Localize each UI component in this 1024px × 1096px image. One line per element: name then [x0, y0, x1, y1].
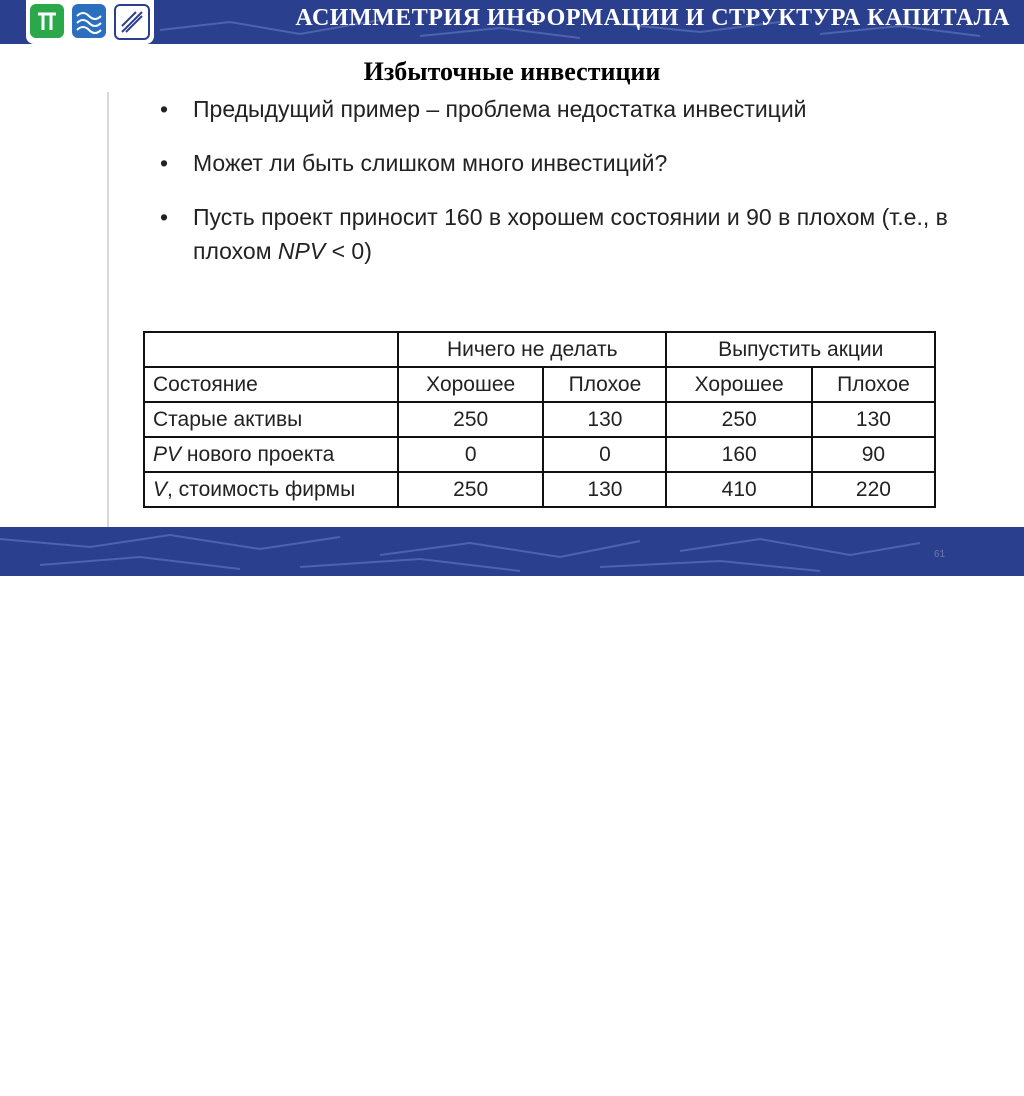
footer-bar: [0, 527, 1024, 1095]
logo-pi-icon: [30, 4, 64, 38]
logo-waves-icon: [72, 4, 106, 38]
table-group-header-row: [144, 332, 935, 367]
table-cell: 130: [543, 472, 666, 507]
row-label-text: нового проекта: [181, 442, 335, 466]
bullet-item: • Предыдущий пример – проблема недостатка инвестиций: [160, 92, 960, 126]
table-cell: 0: [398, 437, 543, 472]
table-cell: 160: [666, 437, 811, 472]
page-number: 33: [978, 1064, 1010, 1095]
table-cell: 130: [543, 402, 666, 437]
table-cell: 250: [398, 402, 543, 437]
state-header-cell: Хорошее: [666, 367, 811, 402]
table-row: [144, 402, 935, 437]
table-cell: 90: [812, 437, 935, 472]
row-label: [144, 437, 398, 472]
comparison-table: [143, 331, 936, 508]
bullet-list: [160, 92, 960, 288]
row-label-italic: V: [153, 477, 168, 501]
table-cell: 0: [543, 437, 666, 472]
table-cell: 130: [812, 402, 935, 437]
empty-corner-cell: [144, 332, 398, 367]
state-header-cell: Хорошее: [398, 367, 543, 402]
slide-edge-divider: [107, 92, 109, 527]
slide-number-small: 61: [934, 549, 946, 560]
row-label-italic: PV: [153, 442, 182, 466]
logo-emblem-icon: [114, 4, 150, 40]
table-row: [144, 437, 935, 472]
header-title: АСИММЕТРИЯ ИНФОРМАЦИИ И СТРУКТУРА КАПИТАЛА: [295, 5, 1010, 31]
state-header-cell: Плохое: [812, 367, 935, 402]
group-header-cell: Выпустить акции: [666, 332, 935, 367]
table-cell: 250: [666, 402, 811, 437]
bullet-item: • Может ли быть слишком много инвестиций?: [160, 146, 960, 180]
table-cell: 220: [812, 472, 935, 507]
header-bar: [0, 0, 1024, 44]
row-label: [144, 402, 398, 437]
row-label: [144, 472, 398, 507]
group-header-cell: Ничего не делать: [398, 332, 666, 367]
state-header-cell: Плохое: [543, 367, 666, 402]
row-label-text: , стоимость фирмы: [167, 477, 356, 501]
logo-group: [26, 0, 154, 44]
table-state-header-row: [144, 367, 935, 402]
footer-decoration: [0, 527, 1024, 576]
slide-title: Избыточные инвестиции: [363, 57, 661, 86]
row-label-text: Старые активы: [153, 407, 303, 431]
row-label-header: Состояние: [144, 367, 398, 402]
bullet-item: [160, 200, 960, 268]
table-cell: 410: [666, 472, 811, 507]
table-cell: 250: [398, 472, 543, 507]
bullet-text: Пусть проект приносит 160 в хорошем состоянии и 90 в плохом (т.е., в плохом NPV < 0): [193, 204, 948, 264]
table-row: [144, 472, 935, 507]
